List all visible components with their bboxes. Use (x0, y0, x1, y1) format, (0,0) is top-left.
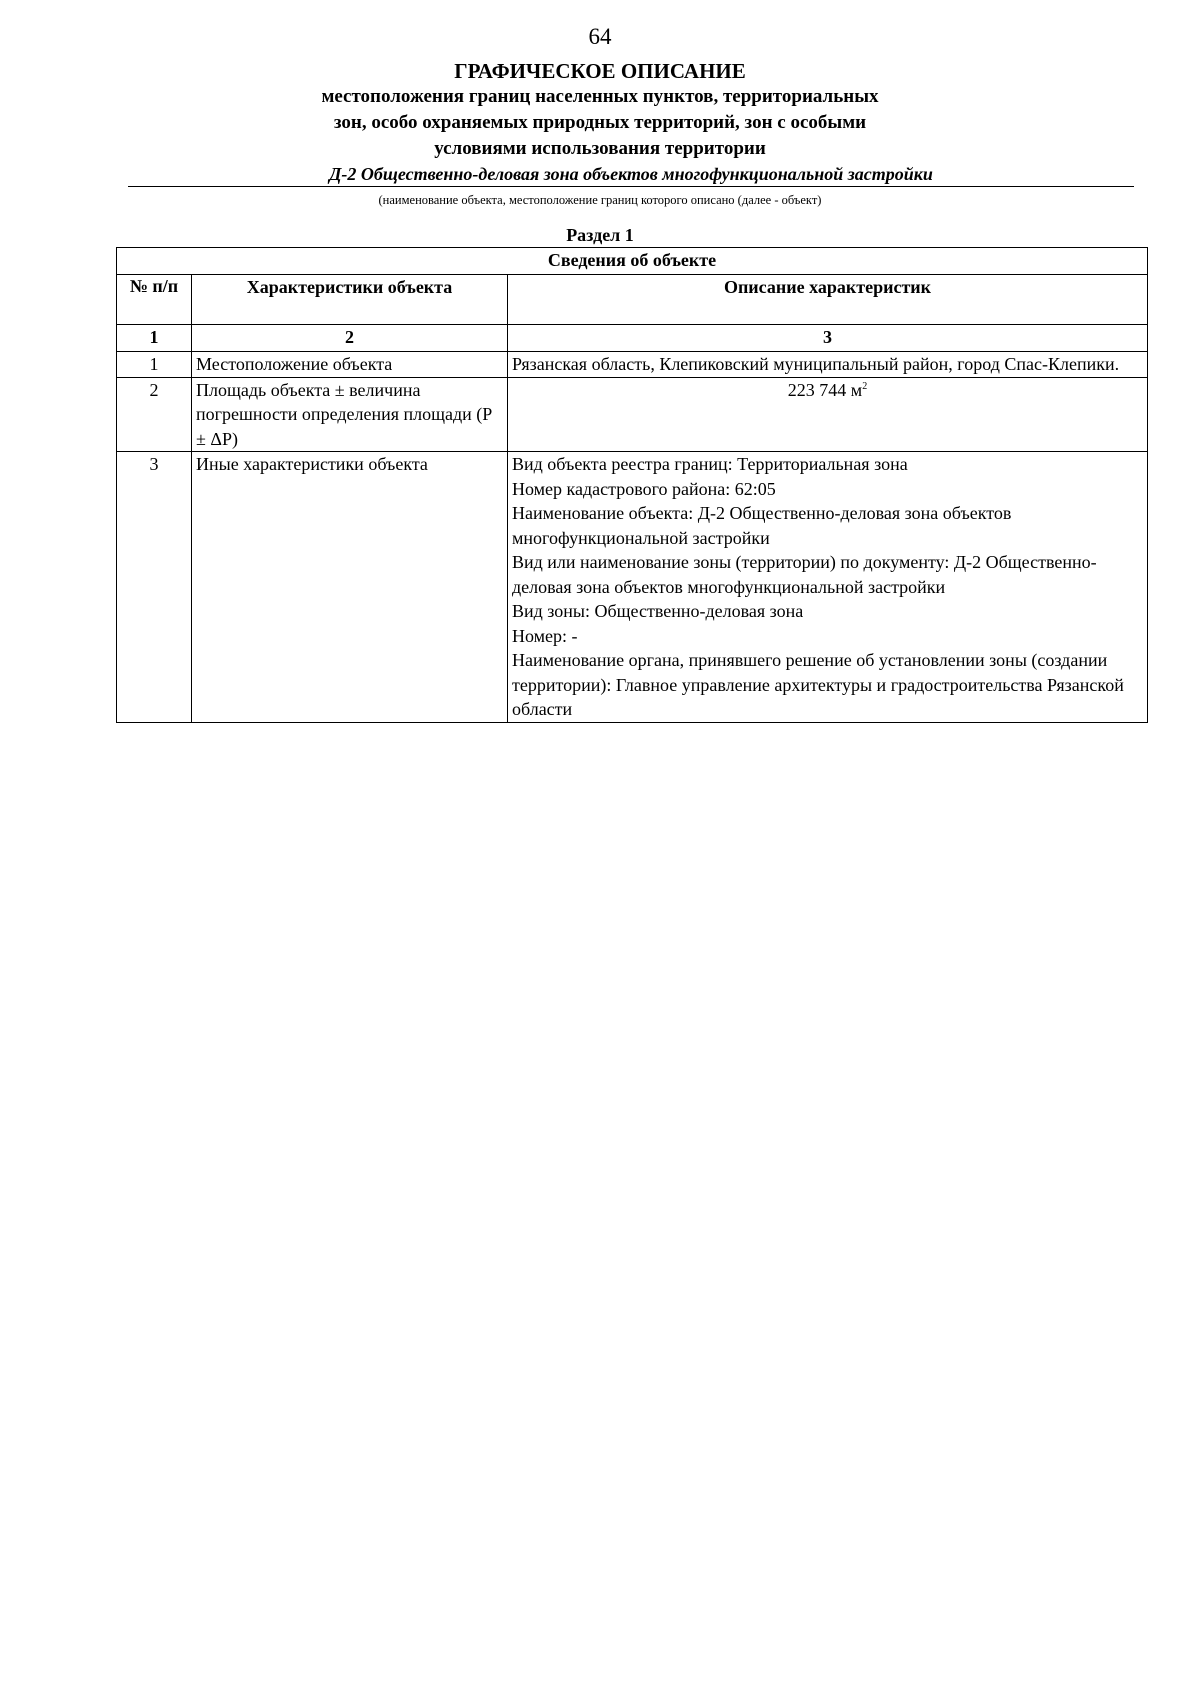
object-info-table (116, 247, 1148, 723)
column-number-2: 2 (192, 325, 508, 352)
row-description (508, 377, 1148, 452)
description-line: Наименование объекта: Д-2 Общественно-деловая зона объектов многофункциональной застройки (512, 503, 1012, 548)
section-label: Раздел 1 (566, 225, 634, 245)
table-row (117, 452, 1148, 723)
row-description (508, 452, 1148, 723)
description-line: Вид или наименование зоны (территории) по документу: Д-2 Общественно-деловая зона объектов многофункциональной застройки (512, 552, 1097, 597)
row-characteristic: Иные характеристики объекта (192, 452, 508, 723)
row-characteristic: Площадь объекта ± величина погрешности определения площади (P ± ΔP) (192, 377, 508, 452)
description-line: Наименование органа, принявшего решение об установлении зоны (создании территории): Главное управление архитектуры и градостроительства Рязанской области (512, 650, 1124, 719)
column-number-3: 3 (508, 325, 1148, 352)
table-caption-row (117, 248, 1148, 275)
object-name-caption: (наименование объекта, местоположение границ которого описано (далее - объект) (378, 193, 822, 207)
row-characteristic: Местоположение объекта (192, 352, 508, 378)
column-number-1: 1 (117, 325, 192, 352)
table-row (117, 377, 1148, 452)
header-description: Описание характеристик (508, 275, 1148, 325)
row-number: 1 (117, 352, 192, 378)
table-row (117, 352, 1148, 378)
header-num: № п/п (117, 275, 192, 325)
description-line: Вид зоны: Общественно-деловая зона (512, 601, 804, 621)
document-subtitle-line-1: местоположения границ населенных пунктов, территориальных (321, 86, 879, 107)
row-number: 2 (117, 377, 192, 452)
description-line: Номер: - (512, 625, 578, 646)
table-header-row (117, 275, 1148, 325)
document-title-block (0, 58, 1200, 162)
page-number: 64 (588, 24, 612, 49)
document-subtitle-line-3: условиями использования территории (434, 138, 766, 159)
object-name: Д-2 Общественно-деловая зона объектов многофункциональной застройки (128, 162, 1134, 187)
header-characteristic: Характеристики объекта (192, 275, 508, 325)
area-value: 223 744 м (787, 379, 863, 400)
document-title: ГРАФИЧЕСКОЕ ОПИСАНИЕ (454, 59, 746, 83)
row-description: Рязанская область, Клепиковский муниципальный район, город Спас-Клепики. (508, 352, 1148, 378)
area-unit-superscript: 2 (862, 380, 868, 392)
document-subtitle-line-2: зон, особо охраняемых природных территорий, зон с особыми (333, 112, 867, 133)
column-number-row (117, 325, 1148, 352)
description-line: Номер кадастрового района: 62:05 (512, 478, 776, 499)
table-caption: Сведения об объекте (117, 248, 1148, 275)
description-line: Вид объекта реестра границ: Территориальная зона (512, 454, 908, 474)
row-number: 3 (117, 452, 192, 723)
